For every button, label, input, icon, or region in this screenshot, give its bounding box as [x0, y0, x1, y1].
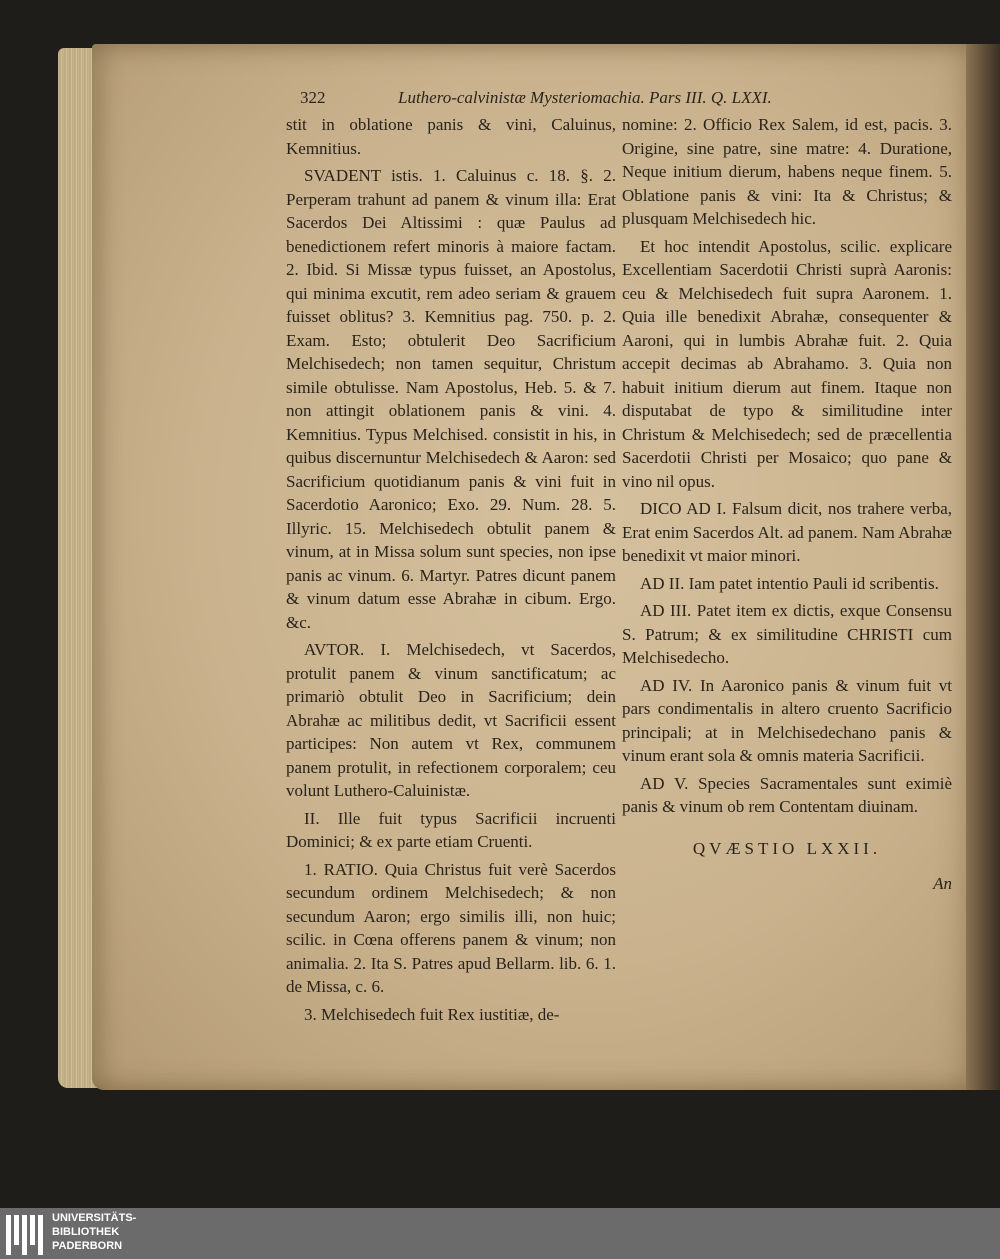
page-number: 322: [300, 88, 326, 107]
library-name-line: BIBLIOTHEK: [52, 1226, 120, 1238]
paragraph: 1. RATIO. Quia Christus fuit verè Sacerdos secundum ordinem Melchisedech; & non secundum Aaron; ergo similis illi, non huic; scilic. in Cœna offerens panem & vinum; non animalia. 2. Ita S. Patres apud Bellarm. lib. 6. 1. de Missa, c. 6.: [286, 859, 616, 996]
paragraph: 3. Melchisedech fuit Rex iustitiæ, de-: [304, 1004, 560, 1024]
book-gutter: [966, 44, 1000, 1090]
paragraph: AVTOR. I. Melchisedech, vt Sacerdos, protulit panem & vinum sanctificatum; ac primariò obtulit Deo in Sacrificium; dein Abrahæ ac militibus dedit, vt Sacrificii essent participes: Non autem vt Rex, communem panem protulit, in refectionem corporalem; ceu volunt Luthero-Caluinistæ.: [286, 640, 616, 800]
left-column: [286, 113, 616, 1030]
paragraph: SVADENT istis. 1. Caluinus c. 18. §. 2. Perperam trahunt ad panem & vinum illa: Erat Sacerdos Dei Altissimi : quæ Paulus ad benedictionem refert minoris à maiore factam. 2. Ibid. Si Missæ typus fuisset, an Apostolus, qui minima excutit, rem adeo seriam & grauem fuisset oblitus? 3. Kemnitius pag. 750. p. 2. Exam. Esto; obtulerit Deo Sacrificium Melchisedech; non tamen sequitur, Christum simile obtulisse. Nam Apostolus, Heb. 5. & 7. non attingit oblationem panis & vini. 4. Kemnitius. Typus Melchised. consistit in his, in quibus discernuntur Melchisedech & Aaron: sed Sacrificium quotidianum panis & vini fuit in Sacerdotio Aaronico; Exo. 29. Num. 28. 5. Illyric. 15. Melchisedech obtulit panem & vinum, at in Missa solum sunt species, non ipse panis ac vinum. 6. Martyr. Patres dicunt panem & vinum datum esse Abrahæ in cibum. Ergo. &c.: [286, 166, 616, 632]
paragraph: AD III. Patet item ex dictis, exque Consensu S. Patrum; & ex similitudine CHRISTI cum Melchisedecho.: [622, 601, 952, 667]
paragraph: AD V. Species Sacramentales sunt eximiè panis & vinum ob rem Contentam diuinam.: [622, 773, 952, 816]
right-column: [622, 113, 952, 900]
page-header: [300, 88, 950, 114]
paragraph: AD IV. In Aaronico panis & vinum fuit vt pars condimentalis in altero cruento Sacrificio principali; at in Melchisedechano panis & vinum erant sola & omnis materia Sacrificii.: [622, 675, 952, 765]
library-name-line: PADERBORN: [52, 1240, 123, 1252]
catchword: An: [933, 874, 952, 893]
library-name: [52, 1211, 136, 1253]
running-title: Luthero-calvinistæ Mysteriomachia. Pars III. Q. LXXI.: [398, 88, 772, 107]
paragraph: AD II. Iam patet intentio Pauli id scribentis.: [640, 573, 939, 593]
library-logo-icon: [6, 1215, 44, 1255]
library-name-line: UNIVERSITÄTS-: [52, 1212, 137, 1224]
library-footer: [0, 1208, 1000, 1259]
paragraph: stit in oblatione panis & vini, Caluinus, Kemnitius.: [286, 115, 616, 158]
paragraph: nomine: 2. Officio Rex Salem, id est, pacis. 3. Origine, sine patre, sine matre: 4. Duratione, Neque initium dierum, habens neque finem. 5. Oblatione panis & vini: Ita & Christus; & plusquam Melchisedech hic.: [622, 115, 952, 228]
paragraph: DICO AD I. Falsum dicit, nos trahere verba, Erat enim Sacerdos Alt. ad panem. Nam Abrahæ benedixit vt maior minori.: [622, 499, 952, 565]
paragraph: II. Ille fuit typus Sacrificii incruenti Dominici; & ex parte etiam Cruenti.: [286, 808, 616, 851]
paragraph: Et hoc intendit Apostolus, scilic. explicare Excellentiam Sacerdotii Christi suprà Aaronis: ceu & Melchisedech fuit supra Aaronem. 1. Quia ille benedixit Abrahæ, consequenter & Aaroni, qui in lumbis Abrahæ fuit. 2. Quia accepit decimas ab Abrahamo. 3. Quia non habuit initium dierum aut finem. Itaque non disputabat de typo & similitudine inter Christum & Melchisedech; sed de præcellentia Sacerdotii Christi per Mosaico; quo pane & vino nil opus.: [622, 236, 952, 491]
section-heading: QVÆSTIO LXXII.: [692, 838, 882, 858]
